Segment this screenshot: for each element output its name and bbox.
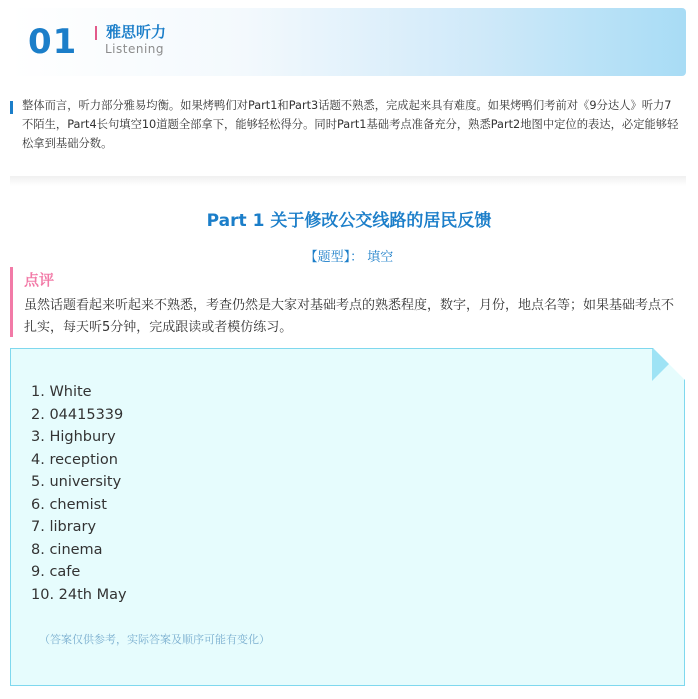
comment-accent-bar [10, 267, 13, 337]
answer-list [31, 381, 127, 606]
answer-item: 5. university [31, 474, 122, 490]
section-title: 雅思听力 [106, 23, 167, 41]
section-number: 01 [28, 22, 78, 62]
answer-item: 6. chemist [31, 496, 107, 513]
header-divider [95, 26, 97, 40]
comment-text: 虽然话题看起来听起来不熟悉，考查仍然是大家对基础考点的熟悉程度，数字，月份，地点名等；如果基础考点不扎实，每天听5分钟，完成跟读或者模仿练习。 [24, 298, 675, 335]
answer-item: 4. reception [31, 451, 118, 468]
page-fold-corner [653, 348, 685, 380]
answer-note: （答案仅供参考，实际答案及顺序可能有变化） [39, 633, 270, 646]
answer-item: 9. cafe [31, 564, 81, 580]
section-separator [10, 176, 686, 186]
answer-item: 2. 04415339 [31, 406, 124, 423]
intro-accent-bar [10, 101, 13, 114]
comment-label: 点评 [24, 271, 55, 289]
answer-item: 1. White [31, 384, 92, 400]
intro-text: 整体而言，听力部分雅易均衡。如果烤鸭们对Part1和Part3话题不熟悉，完成起来具有难度。如果烤鸭们考前对《9分达人》听力7 不陌生，Part4长句填空10道题全部拿下，能够轻松得分。同时Part1基础考点准备充分，熟悉Part2地图中定位的表达，必定能够轻松拿到基础分数。 [22, 99, 679, 150]
intro-block [10, 96, 686, 153]
section-header [10, 8, 686, 76]
question-type: 【题型】： 填空 [304, 250, 394, 265]
part-title: Part 1 关于修改公交线路的居民反馈 [206, 211, 492, 231]
answer-item: 10. 24th May [31, 586, 127, 603]
answer-item: 7. library [31, 519, 97, 535]
section-subtitle: Listening [105, 42, 165, 56]
answer-item: 8. cinema [31, 541, 103, 558]
answer-box [10, 348, 685, 686]
answer-item: 3. Highbury [31, 429, 116, 445]
